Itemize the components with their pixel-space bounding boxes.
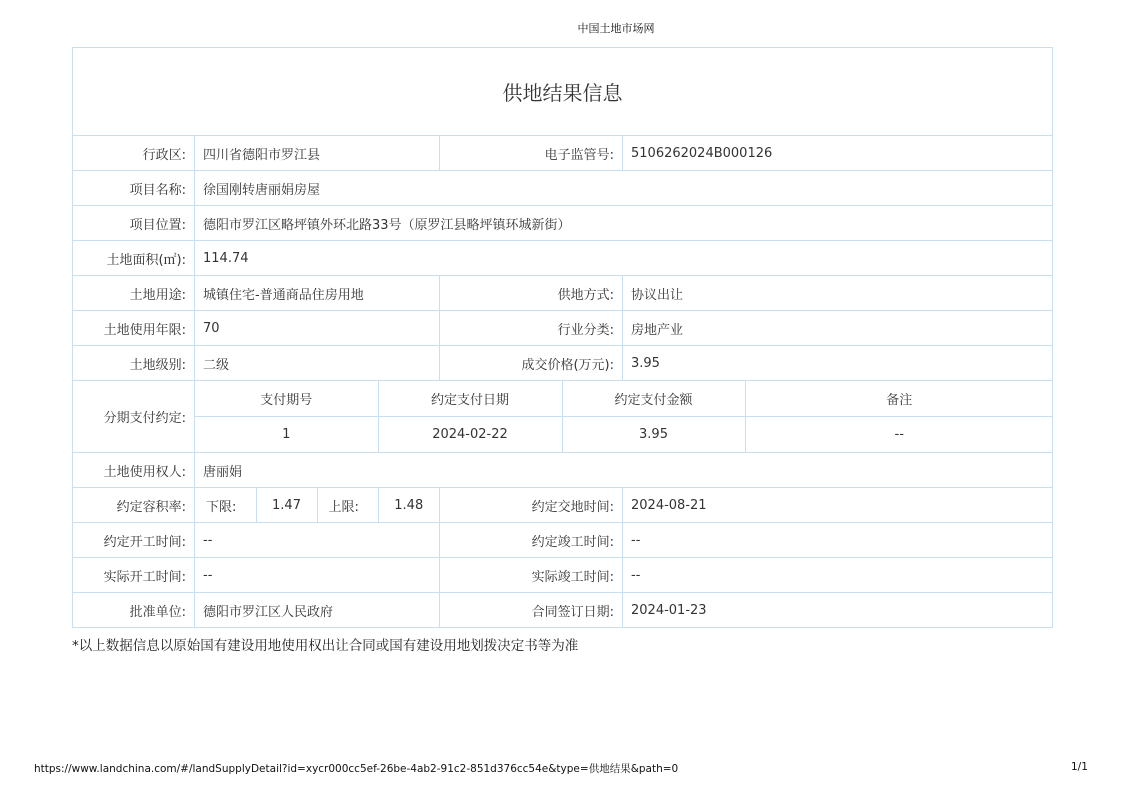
supply-method-value: 协议出让 (623, 276, 1053, 311)
industry-value: 房地产业 (623, 311, 1053, 346)
far-label: 约定容积率: (73, 488, 195, 523)
actual-completion-label: 实际竣工时间: (440, 558, 623, 593)
rights-holder-value: 唐丽娟 (195, 453, 1053, 488)
land-use-label: 土地用途: (73, 276, 195, 311)
actual-start-row (73, 558, 1053, 593)
footer-url: https://www.landchina.com/#/landSupplyDetail?id=xycr000cc5ef-26be-4ab2-91c2-851d376cc54e&type=供地结果&path=0 (34, 763, 679, 775)
land-use-value: 城镇住宅-普通商品住房用地 (195, 276, 440, 311)
supply-method-label: 供地方式: (440, 276, 623, 311)
approver-label: 批准单位: (73, 593, 195, 628)
delivery-date-value: 2024-08-21 (623, 488, 1053, 523)
far-upper-value: 1.48 (394, 497, 424, 513)
land-use-row (73, 276, 1053, 311)
project-name-value: 徐国刚转唐丽娟房屋 (195, 171, 1053, 206)
approver-row (73, 593, 1053, 628)
industry-label: 行业分类: (440, 311, 623, 346)
start-date-row (73, 523, 1053, 558)
delivery-date-label: 约定交地时间: (440, 488, 623, 523)
installment-row (73, 381, 1053, 453)
far-lower-value: 1.47 (256, 488, 317, 522)
actual-start-value: -- (195, 558, 440, 593)
admin-region-label: 行政区: (73, 136, 195, 171)
installment-period: 1 (195, 417, 378, 453)
land-supply-result-table (72, 47, 1053, 628)
supervision-no-value: 5106262024B000126 (623, 136, 1053, 171)
project-name-row (73, 171, 1053, 206)
installment-header-date: 约定支付日期 (378, 381, 562, 417)
supervision-no-label: 电子监管号: (440, 136, 623, 171)
project-name-label: 项目名称: (73, 171, 195, 206)
rights-holder-row (73, 453, 1053, 488)
term-value: 70 (195, 311, 440, 346)
grade-row (73, 346, 1053, 381)
price-label: 成交价格(万元): (440, 346, 623, 381)
project-location-row (73, 206, 1053, 241)
start-date-label: 约定开工时间: (73, 523, 195, 558)
start-date-value: -- (195, 523, 440, 558)
installment-date: 2024-02-22 (378, 417, 562, 453)
grade-label: 土地级别: (73, 346, 195, 381)
admin-region-value: 四川省德阳市罗江县 (195, 136, 440, 171)
far-table (195, 488, 439, 522)
site-header: 中国土地市场网 (577, 22, 655, 35)
actual-start-label: 实际开工时间: (73, 558, 195, 593)
installment-table (195, 381, 1053, 452)
approver-value: 德阳市罗江区人民政府 (195, 593, 440, 628)
grade-value: 二级 (195, 346, 440, 381)
actual-completion-value: -- (623, 558, 1053, 593)
installment-amount: 3.95 (562, 417, 745, 453)
installment-header-amount: 约定支付金额 (562, 381, 745, 417)
far-row (73, 488, 1053, 523)
land-area-label: 土地面积(㎡): (73, 241, 195, 276)
contract-date-label: 合同签订日期: (440, 593, 623, 628)
title-row (73, 48, 1053, 136)
installment-header-note: 备注 (745, 381, 1053, 417)
far-upper-label: 上限: (317, 488, 378, 522)
land-area-value: 114.74 (195, 241, 1053, 276)
rights-holder-label: 土地使用权人: (73, 453, 195, 488)
term-label: 土地使用年限: (73, 311, 195, 346)
project-location-value: 德阳市罗江区略坪镇外环北路33号（原罗江县略坪镇环城新街） (195, 206, 1053, 241)
footnote: *以上数据信息以原始国有建设用地使用权出让合同或国有建设用地划拨决定书等为准 (72, 638, 579, 654)
completion-date-value: -- (623, 523, 1053, 558)
land-area-row (73, 241, 1053, 276)
page-number: 1/1 (1071, 761, 1088, 773)
installment-data-row (195, 417, 1053, 453)
installment-label: 分期支付约定: (73, 381, 195, 453)
installment-header-period: 支付期号 (195, 381, 378, 417)
project-location-label: 项目位置: (73, 206, 195, 241)
installment-header-row (195, 381, 1053, 417)
term-row (73, 311, 1053, 346)
contract-date-value: 2024-01-23 (623, 593, 1053, 628)
installment-note: -- (894, 427, 904, 442)
document-title: 供地结果信息 (73, 48, 1053, 136)
admin-region-row (73, 136, 1053, 171)
completion-date-label: 约定竣工时间: (440, 523, 623, 558)
far-lower-label: 下限: (195, 488, 256, 522)
price-value: 3.95 (623, 346, 1053, 381)
